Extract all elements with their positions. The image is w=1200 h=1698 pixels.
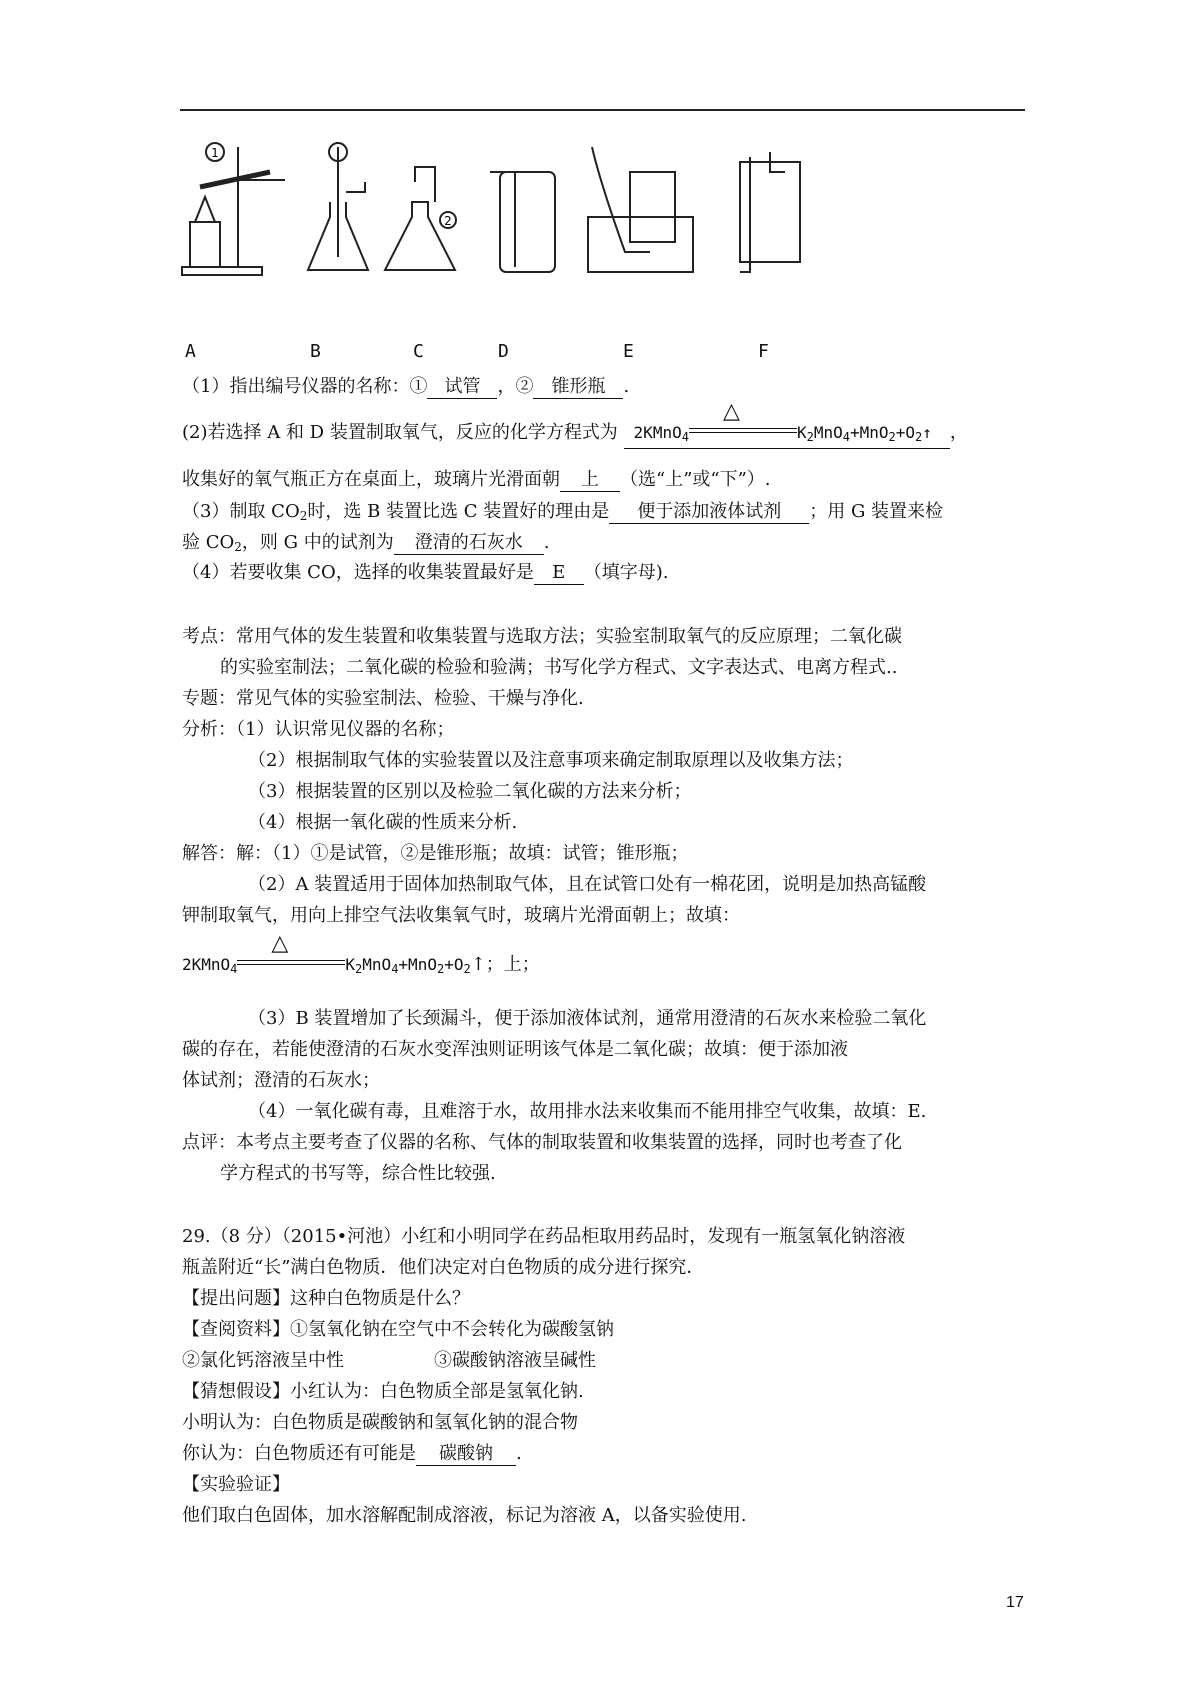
q29-line-6: 【猜想假设】小红认为：白色物质全部是氢氧化钠. (182, 1381, 584, 1402)
inverted-bottle-e (630, 172, 675, 242)
q4-answer: E (534, 562, 584, 585)
kaodian-line-2: 的实验室制法；二氧化碳的检验和验满；书写化学方程式、文字表达式、电离方程式.. (220, 657, 898, 678)
q1-answer-1: 试管 (427, 376, 497, 399)
fenxi-line-1: 分析：（1）认识常见仪器的名称； (182, 719, 455, 740)
fenxi-line-4: （4）根据一氧化碳的性质来分析. (248, 812, 518, 833)
q29-line-3: 【提出问题】这种白色物质是什么？ (182, 1288, 470, 1309)
figure-marker-2: 2 (444, 214, 452, 228)
figure-marker-1: 1 (211, 146, 219, 160)
jieda-line-6: 碳的存在，若能使澄清的石灰水变浑浊则证明该气体是二氧化碳；故填：便于添加液 (182, 1039, 848, 1060)
q29-line-2: 瓶盖附近“长”满白色物质．他们决定对白色物质的成分进行探究． (182, 1257, 705, 1278)
jieda-line-7: 体试剂；澄清的石灰水； (182, 1070, 380, 1091)
jieda-line-2: （2）A 装置适用于固体加热制取气体，且在试管口处有一棉花团，说明是加热高锰酸 (248, 874, 927, 895)
q3-answer-2: 澄清的石灰水 (394, 532, 544, 555)
q29-line-10: 他们取白色固体，加水溶解配制成溶液，标记为溶液 A，以备实验使用. (182, 1505, 747, 1526)
trough-e (588, 217, 693, 272)
jieda-line-1: 解答：解：（1）①是试管，②是锥形瓶；故填：试管；锥形瓶； (182, 843, 689, 864)
kaodian-line-1: 考点：常用气体的发生装置和收集装置与选取方法；实验室制取氧气的反应原理；二氧化碳 (182, 626, 902, 647)
delivery-tube-b (346, 182, 365, 192)
question-3-line-1: （3）制取 $CO_2$时，选 B 装置比选 C 装置好的理由是 便于添加液体试剂 ；用 G 装置来检 (182, 501, 944, 523)
tube-f-side (740, 157, 750, 272)
q2-end: ， (949, 422, 968, 443)
zhuanti: 专题：常见气体的实验室制法、检验、干燥与净化. (182, 688, 584, 709)
apparatus-drawing (180, 142, 900, 302)
q3-answer-1: 便于添加液体试剂 (609, 501, 809, 524)
q29-line-5: ②氯化钙溶液呈中性 ③碳酸钠溶液呈碱性 (182, 1350, 596, 1371)
tube-c (415, 167, 435, 202)
q1-mid: ，② (497, 376, 534, 397)
figure-label-c: C (413, 341, 424, 362)
page-number: 17 (1006, 1594, 1024, 1611)
figure-label-f: F (758, 341, 769, 362)
q29-line-1: 29.（8 分）（2015•河池）小红和小明同学在药品柜取用药品时，发现有一瓶氢氧化钠溶液 (182, 1226, 906, 1247)
figure-label-a: A (185, 341, 196, 362)
q2-prefix: (2)若选择 A 和 D 装置制取氧气，反应的化学方程式为 (182, 422, 618, 443)
stand-base-a (182, 267, 262, 275)
fenxi-line-3: （3）根据装置的区别以及检验二氧化碳的方法来分析； (248, 781, 692, 802)
q1-prefix: （1）指出编号仪器的名称：① (182, 376, 428, 397)
jieda-line-8: （4）一氧化碳有毒，且难溶于水，故用排水法来收集而不能用排空气收集，故填：E. (248, 1101, 927, 1122)
jieda-line-3: 钾制取氧气，用向上排空气法收集氧气时，玻璃片光滑面朝上；故填： (182, 905, 740, 926)
apparatus-figure (180, 142, 900, 372)
tube-d (490, 172, 515, 267)
q29-line-9: 【实验验证】 (182, 1474, 290, 1495)
q2b-answer: 上 (560, 469, 620, 492)
figure-label-e: E (623, 341, 634, 362)
q29-line-8: 你认为：白色物质还有可能是 碳酸钠 . (182, 1443, 522, 1464)
q2-equation-answer: 2KMnO$_4$ △ $K_2MnO_4+MnO_2+O_2↑$ (624, 422, 950, 449)
jieda-line-5: （3）B 装置增加了长颈漏斗，便于添加液体试剂，通常用澄清的石灰水来检验二氧化 (248, 1008, 927, 1029)
question-4: （4）若要收集 CO，选择的收集装置最好是 E （填字母). (182, 562, 669, 583)
fenxi-line-2: （2）根据制取气体的实验装置以及注意事项来确定制取原理以及收集方法； (248, 750, 854, 771)
figure-label-d: D (498, 341, 509, 362)
question-2b: 收集好的氧气瓶正方在桌面上，玻璃片光滑面朝 上 （选“上”或“下”）. (182, 469, 771, 490)
q29-line-7: 小明认为：白色物质是碳酸钠和氢氧化钠的混合物 (182, 1412, 578, 1433)
header-rule (180, 109, 1025, 111)
q1-answer-2: 锥形瓶 (533, 376, 623, 399)
burner-a (190, 222, 220, 267)
q1-end: . (623, 376, 630, 397)
q29-answer: 碳酸钠 (416, 1443, 516, 1466)
question-3-line-2: 验 $CO_2$，则 G 中的试剂为 澄清的石灰水 . (182, 532, 550, 554)
flame-a (195, 197, 215, 222)
jieda-equation: 2KMnO$_4$ △ $K_2MnO_4+MnO_2+O_2↑$；上； (182, 930, 540, 976)
figure-label-b: B (310, 341, 321, 362)
question-1 (182, 372, 629, 402)
q29-line-4: 【查阅资料】①氢氧化钠在空气中不会转化为碳酸氢钠 (182, 1319, 614, 1340)
bottle-d (500, 172, 555, 272)
reaction-condition-arrow: △ (689, 423, 797, 445)
tube-e (592, 147, 650, 252)
dianping-line-1: 点评：本考点主要考查了仪器的名称、气体的制取装置和收集装置的选择，同时也考查了化 (182, 1132, 902, 1153)
reaction-condition-arrow-2: △ (237, 955, 345, 977)
dianping-line-2: 学方程式的书写等，综合性比较强. (220, 1163, 496, 1184)
question-2 (182, 398, 968, 449)
